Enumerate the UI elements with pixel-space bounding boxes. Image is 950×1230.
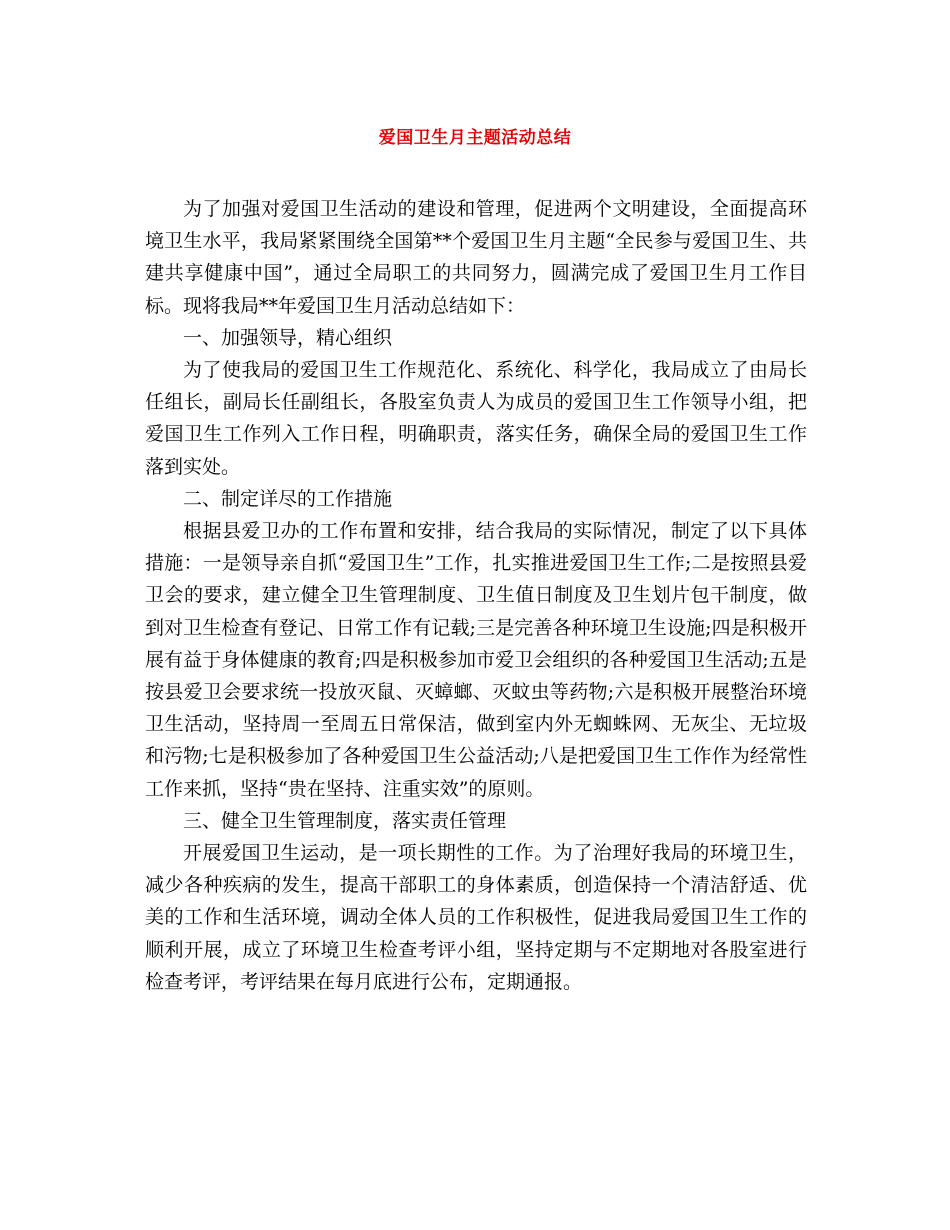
section-heading-3: 三、健全卫生管理制度，落实责任管理: [183, 809, 507, 832]
section-heading-1: 一、加强领导，精心组织: [183, 326, 393, 349]
section-paragraph-1: 为了使我局的爱国卫生工作规范化、系统化、科学化，我局成立了由局长任组长，副局长任副组长，各股室负责人为成员的爱国卫生工作领导小组，把爱国卫生工作列入工作日程，明确职责，落实任务，确保全局的爱国卫生工作落到实处。: [145, 359, 807, 478]
section-heading-2: 二、制定详尽的工作措施: [183, 487, 393, 510]
section-paragraph-3: 开展爱国卫生运动，是一项长期性的工作。为了治理好我局的环境卫生，减少各种疾病的发生，提高干部职工的身体素质，创造保持一个清洁舒适、优美的工作和生活环境，调动全体人员的工作积极性，促进我局爱国卫生工作的顺利开展，成立了环境卫生检查考评小组，坚持定期与不定期地对各股室进行检查考评，考评结果在每月底进行公布，定期通报。: [145, 842, 807, 993]
document-title: 爱国卫生月主题活动总结: [378, 128, 572, 148]
section-paragraph-2: 根据县爱卫办的工作布置和安排，结合我局的实际情况，制定了以下具体措施：一是领导亲自抓“爱国卫生”工作，扎实推进爱国卫生工作;二是按照县爱卫会的要求，建立健全卫生管理制度、卫生值日制度及卫生划片包干制度，做到对卫生检查有登记、日常工作有记载;三是完善各种环境卫生设施;四是积极开展有益于身体健康的教育;四是积极参加市爱卫会组织的各种爱国卫生活动;五是按县爱卫会要求统一投放灭鼠、灭蟑螂、灭蚊虫等药物;六是积极开展整治环境卫生活动，坚持周一至周五日常保洁，做到室内外无蜘蛛网、无灰尘、无垃圾和污物;七是积极参加了各种爱国卫生公益活动;八是把爱国卫生工作作为经常性工作来抓，坚持“贵在坚持、注重实效”的原则。: [145, 520, 807, 800]
intro-paragraph: 为了加强对爱国卫生活动的建设和管理，促进两个文明建设，全面提高环境卫生水平，我局紧紧围绕全国第**个爱国卫生月主题“全民参与爱国卫生、共建共享健康中国”，通过全局职工的共同努力，圆满完成了爱国卫生月工作目标。现将我局**年爱国卫生月活动总结如下：: [145, 198, 807, 317]
document-body: [145, 193, 807, 998]
